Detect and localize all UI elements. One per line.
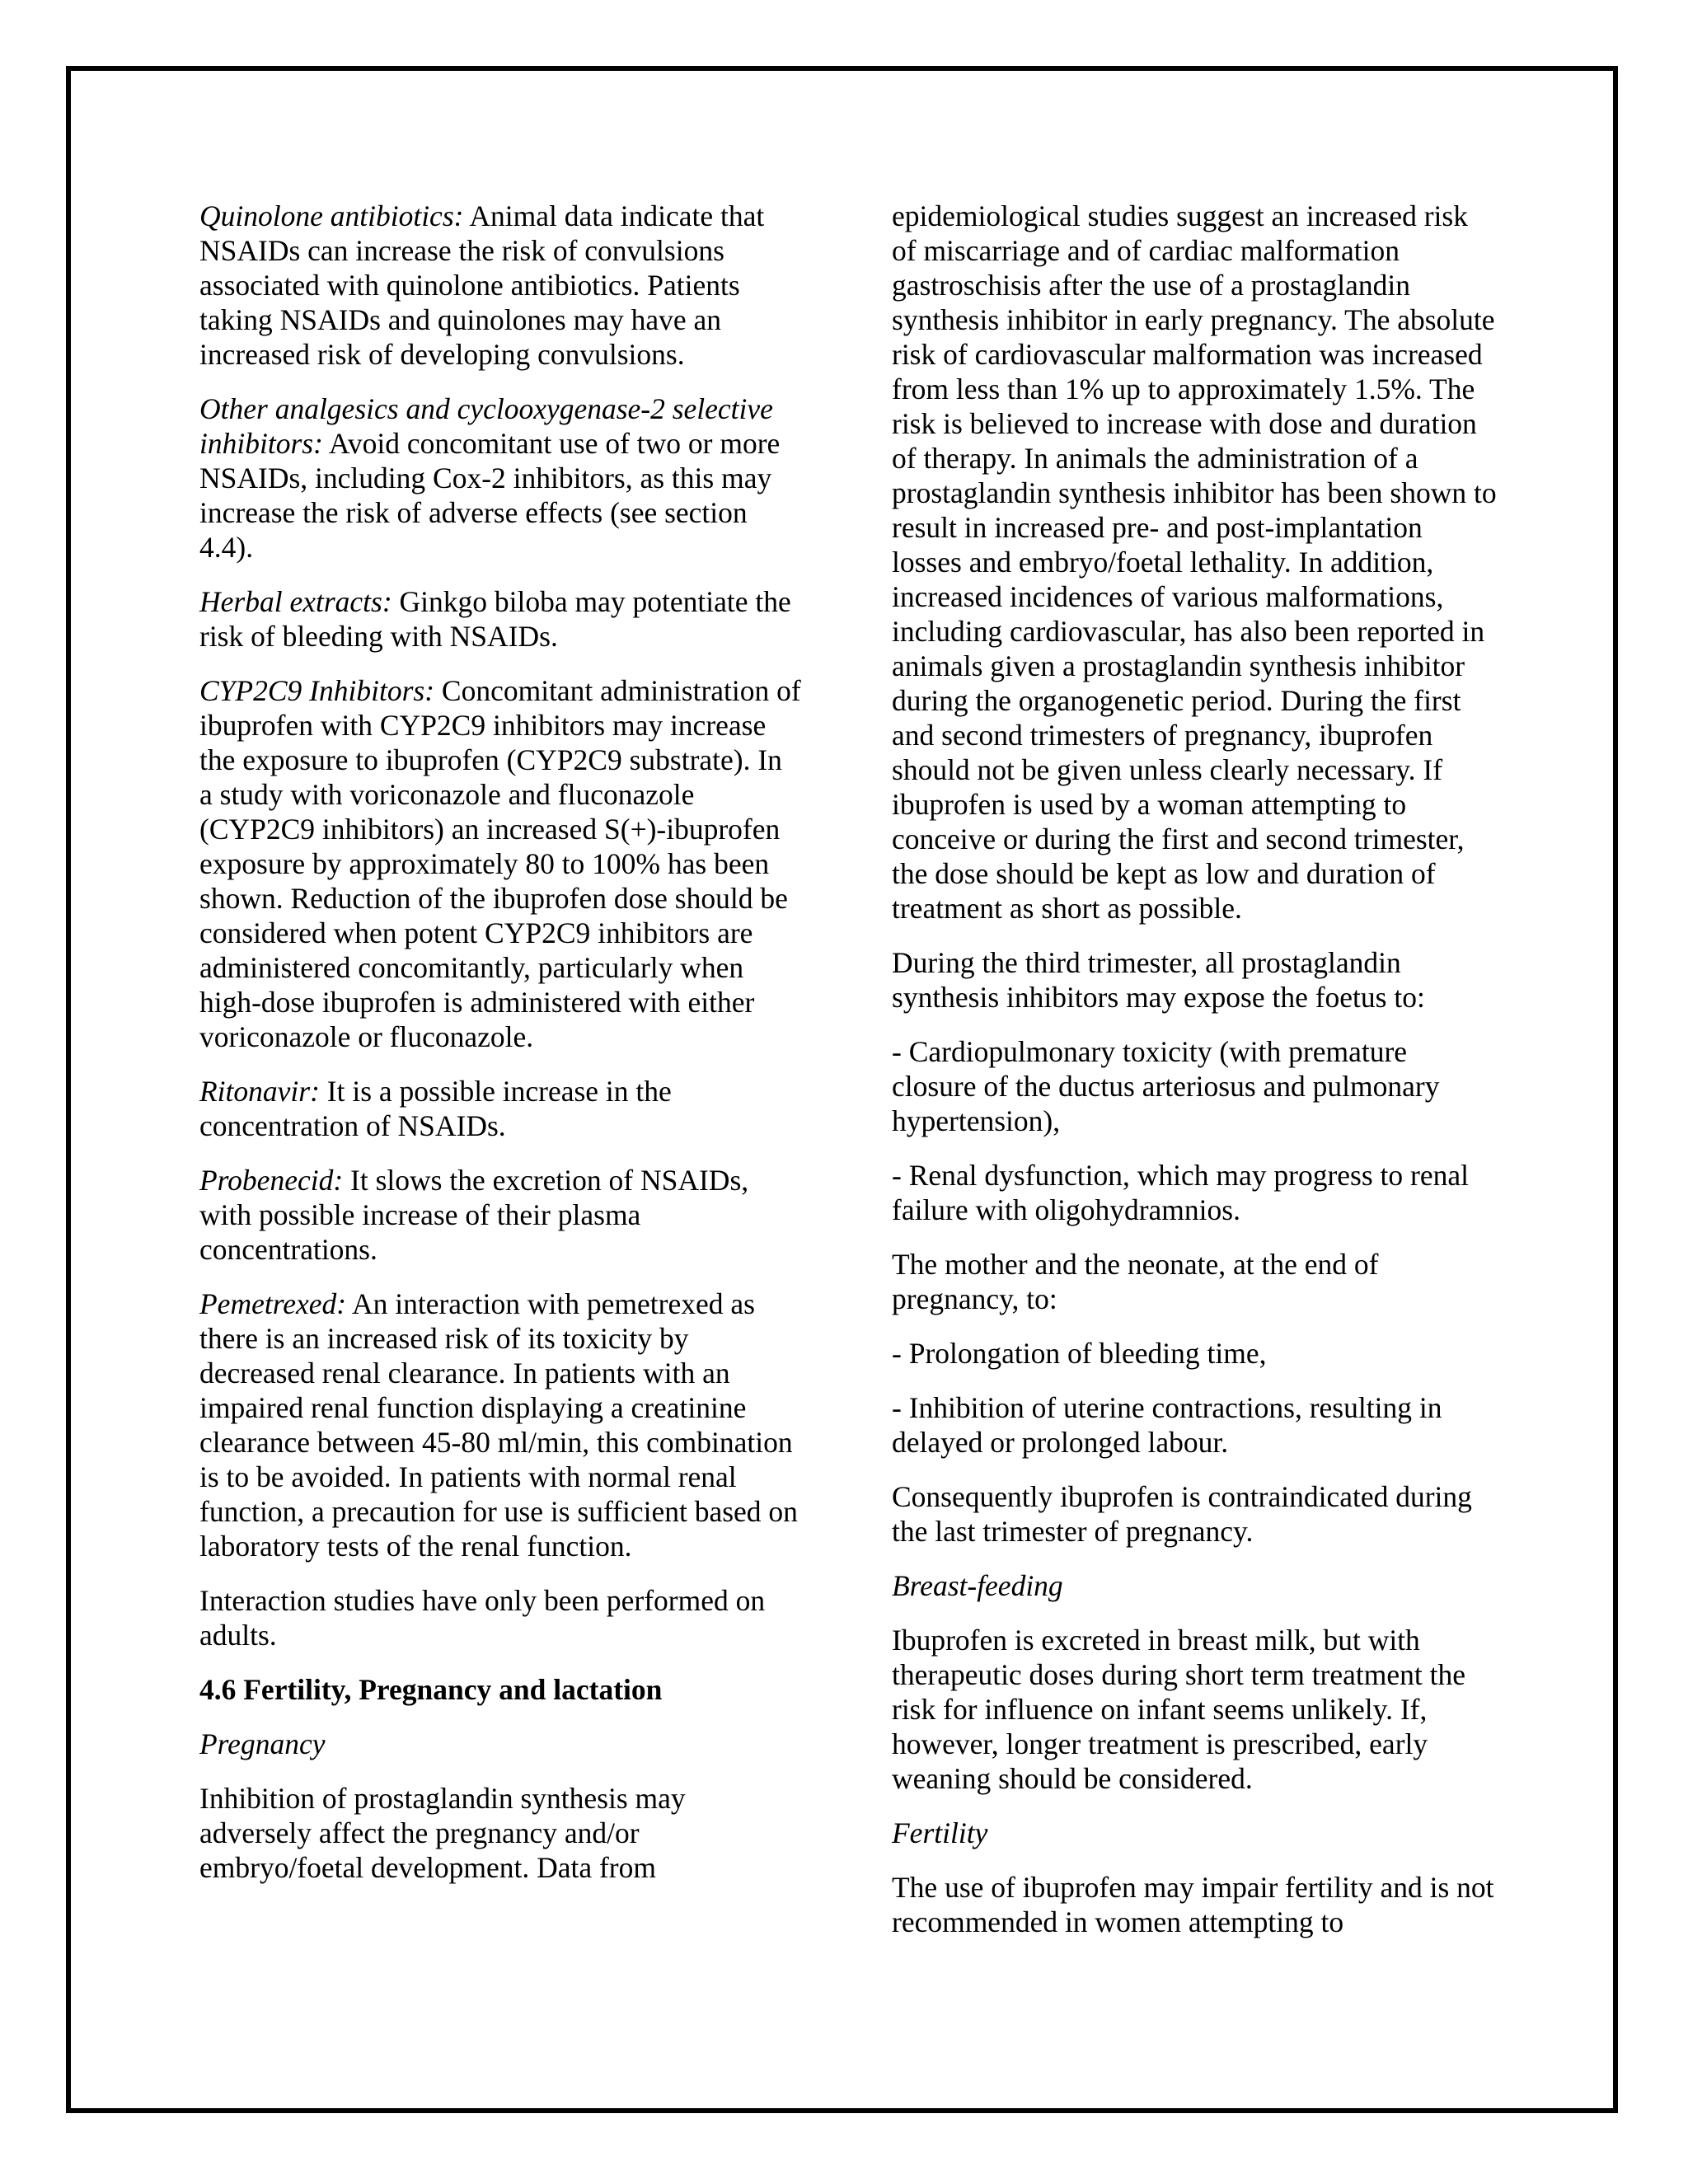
paragraph-interaction-studies: Interaction studies have only been performed on adults. [199,1584,766,1652]
paragraph-pregnancy-continued: epidemiological studies suggest an increased risk of miscarriage and of cardiac malformation gastroschisis after the use of a prostaglandin synthesis inhibitor in early pregnancy. The absolute risk of cardiovascular malformation was increased from less than 1% up to approximately 1.5%. The risk is believed to increase with dose and duration of therapy. In animals the administration of a prostaglandin synthesis inhibitor has been shown to result in increased pre- and post-implantation losses and embryo/foetal lethality. In addition, increased incidences of various malformations, including cardiovascular, has also been reported in animals given a prostaglandin synthesis inhibitor during the organogenetic period. During the first and second trimesters of pregnancy, ibuprofen should not be given unless clearly necessary. If ibuprofen is used by a woman attempting to conceive or during the first and second trimester, the dose should be kept as low and duration of treatment as short as possible. [892,199,1497,925]
label-quinolone: Quinolone antibiotics: [199,199,464,232]
paragraph-herbal [199,584,801,654]
right-column [892,199,1498,1959]
paragraph-mother-neonate: The mother and the neonate, at the end of pregnancy, to: [892,1248,1379,1315]
list-item-renal: - Renal dysfunction, which may progress to renal failure with oligohydramnios. [892,1159,1469,1226]
left-column [199,199,801,1905]
subheading-pregnancy: Pregnancy [199,1727,326,1760]
paragraph-fertility: The use of ibuprofen may impair fertility and is not recommended in women attempting to [892,1871,1494,1938]
text-cyp2c9: Concomitant administration of ibuprofen with CYP2C9 inhibitors may increase the exposure to ibuprofen (CYP2C9 substrate). In a study with voriconazole and fluconazole (CYP2C9 inhibitors) an increased S(+)-ibuprofen exposure by approximately 80 to 100% has been shown. Reduction of the ibuprofen dose should be considered when potent CYP2C9 inhibitors are administered concomitantly, particularly when high-dose ibuprofen is administered with either voriconazole or fluconazole. [199,674,801,1053]
list-item-cardiopulmonary: - Cardiopulmonary toxicity (with premature closure of the ductus arteriosus and pulmonary hypertension), [892,1035,1440,1137]
text-other-analgesics: Avoid concomitant use of two or more NSAIDs, including Cox-2 inhibitors, as this may increase the risk of adverse effects (see section 4.4). [199,427,781,564]
subheading-fertility: Fertility [892,1816,988,1849]
list-item-uterine: - Inhibition of uterine contractions, resulting in delayed or prolonged labour. [892,1391,1442,1459]
paragraph-other-analgesics [199,391,801,565]
label-herbal: Herbal extracts: [199,585,392,618]
text-herbal: Ginkgo biloba may potentiate the risk of bleeding with NSAIDs. [199,585,791,653]
paragraph-breast-feeding: Ibuprofen is excreted in breast milk, but with therapeutic doses during short term treatment the risk for influence on infant seems unlikely. If, however, longer treatment is prescribed, early weaning should be considered. [892,1624,1465,1795]
label-ritonavir: Ritonavir: [199,1075,320,1108]
text-pemetrexed: An interaction with pemetrexed as there is an increased risk of its toxicity by decreased renal clearance. In patients with an impaired renal function displaying a creatinine clearance between 45-80 ml/min, this combination is to be avoided. In patients with normal renal function, a precaution for use is sufficient based on laboratory tests of the renal function. [199,1287,798,1563]
paragraph-cyp2c9 [199,673,801,1054]
section-heading-4-6: 4.6 Fertility, Pregnancy and lactation [199,1673,663,1706]
text-ritonavir: It is a possible increase in the concentration of NSAIDs. [199,1075,672,1142]
list-item-bleeding: - Prolongation of bleeding time, [892,1337,1267,1370]
label-cyp2c9: CYP2C9 Inhibitors: [199,674,435,707]
paragraph-quinolone [199,199,801,372]
paragraph-probenecid [199,1163,801,1267]
paragraph-consequently: Consequently ibuprofen is contraindicated during the last trimester of pregnancy. [892,1480,1472,1548]
paragraph-ritonavir [199,1074,801,1143]
text-quinolone: Animal data indicate that NSAIDs can increase the risk of convulsions associated with quinolone antibiotics. Patients taking NSAIDs and quinolones may have an increased risk of developing convulsions. [199,199,765,371]
paragraph-pemetrexed [199,1286,801,1563]
label-probenecid: Probenecid: [199,1164,344,1197]
label-other-analgesics: Other analgesics and cyclooxygenase-2 selective inhibitors: [199,392,773,460]
paragraph-third-trimester: During the third trimester, all prostaglandin synthesis inhibitors may expose the foetus to: [892,946,1425,1014]
text-probenecid: It slows the excretion of NSAIDs, with possible increase of their plasma concentrations. [199,1164,749,1266]
label-pemetrexed: Pemetrexed: [199,1287,347,1320]
subheading-breast-feeding: Breast-feeding [892,1569,1063,1602]
paragraph-pregnancy-intro: Inhibition of prostaglandin synthesis may adversely affect the pregnancy and/or embryo/foetal development. Data from [199,1782,686,1884]
